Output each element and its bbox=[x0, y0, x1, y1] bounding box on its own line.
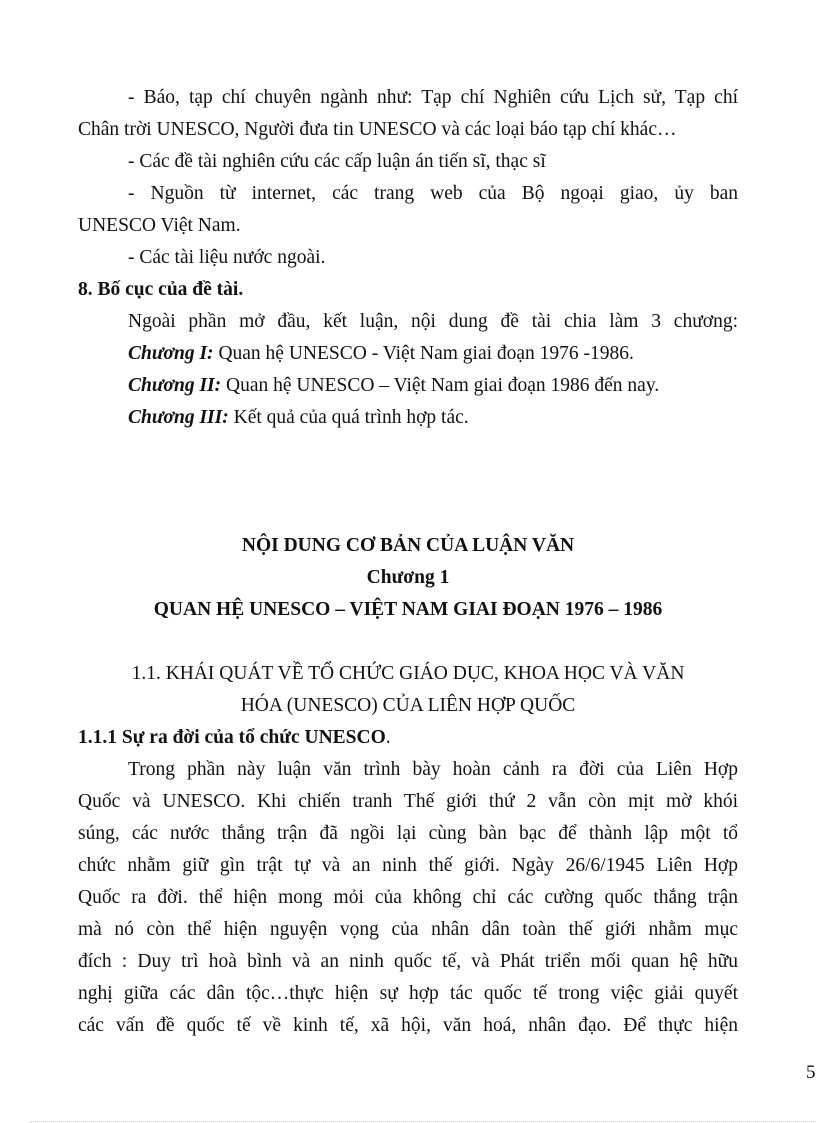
paragraph-line: Trong phần này luận văn trình bày hoàn cảnh ra đời của Liên Hợp bbox=[128, 759, 738, 780]
structure-heading: 8. Bố cục của đề tài. bbox=[78, 279, 244, 300]
sources-journals-line-1: - Báo, tạp chí chuyên ngành như: Tạp chí Nghiên cứu Lịch sử, Tạp chí bbox=[128, 87, 738, 108]
subsection-heading bbox=[78, 726, 391, 750]
sources-theses-line: - Các đề tài nghiên cứu các cấp luận án tiến sĩ, thạc sĩ bbox=[128, 151, 546, 172]
paragraph-line: các vấn đề quốc tế về kinh tế, xã hội, văn hoá, nhân đạo. Để thực hiện bbox=[78, 1015, 738, 1036]
chapter-title: QUAN HỆ UNESCO – VIỆT NAM GIAI ĐOẠN 1976 – 1986 bbox=[153, 599, 663, 620]
sources-journals-line-2: Chân trời UNESCO, Người đưa tin UNESCO và các loại báo tạp chí khác… bbox=[78, 119, 677, 140]
page-number: 5 bbox=[806, 1062, 816, 1083]
chapter-label: Chương I: bbox=[128, 343, 214, 364]
chapter-item-1 bbox=[128, 342, 634, 366]
paragraph-line: đích : Duy trì hoà bình và an ninh quốc tế, và Phát triển mối quan hệ hữu bbox=[78, 951, 738, 972]
sources-internet-line-2: UNESCO Việt Nam. bbox=[78, 215, 241, 236]
paragraph-line: mà nó còn thể hiện nguyện vọng của nhân dân toàn thế giới nhằm mục bbox=[78, 919, 738, 940]
page-bottom-divider bbox=[30, 1121, 816, 1122]
sources-internet-line-1: - Nguồn từ internet, các trang web của Bộ ngoại giao, ủy ban bbox=[128, 183, 738, 204]
paragraph-line: súng, các nước thắng trận đã ngồi lại cùng bàn bạc để thành lập một tổ bbox=[78, 823, 738, 844]
paragraph-line: nghị giữa các dân tộc…thực hiện sự hợp tác quốc tế trong việc giải quyết bbox=[78, 983, 738, 1004]
chapter-item-3 bbox=[128, 406, 469, 430]
paragraph-line: Quốc ra đời. thể hiện mong mỏi của không chỉ các cường quốc thắng trận bbox=[78, 887, 738, 908]
chapter-text: Kết quả của quá trình hợp tác. bbox=[228, 407, 469, 428]
chapter-text: Quan hệ UNESCO – Việt Nam giai đoạn 1986 đến nay. bbox=[221, 375, 660, 396]
sources-foreign-line: - Các tài liệu nước ngoài. bbox=[128, 247, 326, 268]
subsection-title: 1.1.1 Sự ra đời của tổ chức UNESCO bbox=[78, 727, 386, 748]
structure-intro: Ngoài phần mở đầu, kết luận, nội dung đề tài chia làm 3 chương: bbox=[128, 311, 738, 332]
chapter-label: Chương III: bbox=[128, 407, 229, 428]
chapter-label: Chương II: bbox=[128, 375, 222, 396]
paragraph-line: chức nhằm giữ gìn trật tự và an ninh thế giới. Ngày 26/6/1945 Liên Hợp bbox=[78, 855, 738, 876]
chapter-item-2 bbox=[128, 374, 659, 398]
chapter-text: Quan hệ UNESCO - Việt Nam giai đoạn 1976 -1986. bbox=[213, 343, 634, 364]
main-title: NỘI DUNG CƠ BẢN CỦA LUẬN VĂN bbox=[241, 535, 575, 556]
section-heading-line-2: HÓA (UNESCO) CỦA LIÊN HỢP QUỐC bbox=[240, 695, 576, 716]
paragraph-line: Quốc và UNESCO. Khi chiến tranh Thế giới thứ 2 vẫn còn mịt mờ khói bbox=[78, 791, 738, 812]
section-heading-line-1: 1.1. KHÁI QUÁT VỀ TỔ CHỨC GIÁO DỤC, KHOA HỌC VÀ VĂN bbox=[131, 663, 685, 684]
chapter-number: Chương 1 bbox=[366, 567, 450, 588]
subsection-period: . bbox=[385, 727, 391, 748]
